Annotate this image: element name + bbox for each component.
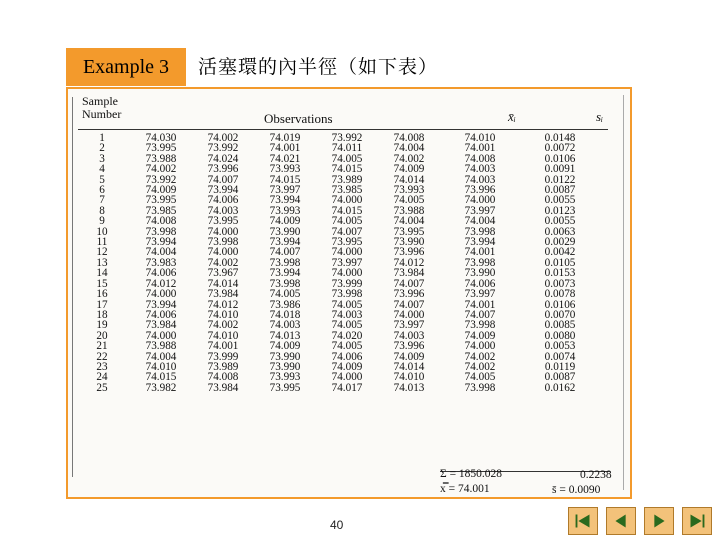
observation-4-cell: 74.006 <box>331 350 363 363</box>
observation-2-cell: 74.002 <box>207 319 239 332</box>
sample-number-cell: 25 <box>96 381 108 394</box>
header-sample-number: Sample Number <box>82 94 122 121</box>
sample-mean-cell: 74.003 <box>464 163 496 176</box>
observation-4-cell: 74.000 <box>331 194 363 207</box>
observation-2-cell: 74.024 <box>207 152 239 165</box>
sample-mean-cell: 74.009 <box>464 329 496 342</box>
observation-3-cell: 73.995 <box>269 381 301 394</box>
observation-4-cell: 73.998 <box>331 288 363 301</box>
mean-s: s̄ = 0.0090 <box>552 484 601 496</box>
observation-2-cell: 74.014 <box>207 277 239 290</box>
sample-number-cell: 14 <box>96 267 108 280</box>
observation-1-cell: 74.015 <box>145 371 177 384</box>
sample-mean-cell: 73.997 <box>464 288 496 301</box>
observation-4-cell: 73.995 <box>331 236 363 249</box>
sample-number-cell: 10 <box>96 225 108 238</box>
observation-1-cell: 74.006 <box>145 267 177 280</box>
previous-slide-button[interactable] <box>606 507 636 535</box>
observation-3-cell: 74.015 <box>269 173 301 186</box>
observation-4-cell: 74.005 <box>331 215 363 228</box>
observation-5-cell: 73.993 <box>393 184 425 197</box>
observations-table-body <box>74 133 600 393</box>
observation-1-cell: 74.006 <box>145 308 177 321</box>
observation-5-cell: 74.002 <box>393 152 425 165</box>
sample-sd-cell: 0.0029 <box>544 236 576 249</box>
observation-1-cell: 73.988 <box>145 340 177 353</box>
first-slide-button[interactable] <box>568 507 598 535</box>
observation-3-cell: 74.019 <box>269 132 301 144</box>
slide-title: 活塞環的內半徑（如下表） <box>198 56 439 78</box>
sample-sd-cell: 0.0085 <box>544 319 576 332</box>
sample-mean-cell: 73.996 <box>464 184 496 197</box>
observation-3-cell: 74.003 <box>269 319 301 332</box>
observation-1-cell: 73.994 <box>145 236 177 249</box>
sample-mean-cell: 74.005 <box>464 371 496 384</box>
sample-mean-cell: 74.001 <box>464 298 496 311</box>
sample-mean-cell: 74.008 <box>464 152 496 165</box>
sum-xbar: Σ = 1850.028 <box>440 468 503 480</box>
sample-number-cell: 6 <box>99 184 105 197</box>
header-observations: Observations <box>264 111 333 126</box>
observation-5-cell: 74.009 <box>393 163 425 176</box>
observation-2-cell: 74.008 <box>207 371 239 384</box>
sample-mean-cell: 74.000 <box>464 340 496 353</box>
table-row <box>74 289 600 299</box>
observation-4-cell: 74.017 <box>331 381 363 394</box>
observation-2-cell: 74.000 <box>207 246 239 259</box>
sample-sd-cell: 0.0078 <box>544 288 576 301</box>
sample-number-cell: 13 <box>96 256 108 269</box>
observation-5-cell: 73.997 <box>393 319 425 332</box>
sample-mean-cell: 73.998 <box>464 381 496 394</box>
observation-4-cell: 73.999 <box>331 277 363 290</box>
observation-5-cell: 74.000 <box>393 308 425 321</box>
sample-mean-cell: 74.006 <box>464 277 496 290</box>
observation-5-cell: 73.996 <box>393 288 425 301</box>
observation-4-cell: 74.015 <box>331 163 363 176</box>
observation-5-cell: 74.014 <box>393 360 425 373</box>
sample-mean-cell: 74.001 <box>464 246 496 259</box>
observation-4-cell: 74.015 <box>331 204 363 217</box>
page-number: 40 <box>330 518 344 532</box>
sample-number-cell: 17 <box>96 298 108 311</box>
first-slide-icon <box>569 508 597 534</box>
observation-1-cell: 73.998 <box>145 225 177 238</box>
observation-3-cell: 73.993 <box>269 371 301 384</box>
sample-number-cell: 9 <box>99 215 105 228</box>
observation-1-cell: 74.012 <box>145 277 177 290</box>
observation-5-cell: 74.005 <box>393 194 425 207</box>
observation-3-cell: 73.994 <box>269 267 301 280</box>
observation-5-cell: 74.004 <box>393 215 425 228</box>
last-slide-icon <box>683 508 711 534</box>
sample-sd-cell: 0.0072 <box>544 142 576 155</box>
observation-3-cell: 74.009 <box>269 215 301 228</box>
observation-3-cell: 73.986 <box>269 298 301 311</box>
sample-mean-cell: 73.994 <box>464 236 496 249</box>
observation-4-cell: 74.005 <box>331 152 363 165</box>
observation-4-cell: 74.003 <box>331 308 363 321</box>
observation-2-cell: 73.992 <box>207 142 239 155</box>
observation-3-cell: 73.994 <box>269 194 301 207</box>
observation-3-cell: 73.998 <box>269 256 301 269</box>
observation-1-cell: 74.004 <box>145 246 177 259</box>
observation-2-cell: 73.967 <box>207 267 239 280</box>
observation-1-cell: 74.002 <box>145 163 177 176</box>
sample-mean-cell: 74.003 <box>464 173 496 186</box>
observation-2-cell: 74.000 <box>207 225 239 238</box>
observation-1-cell: 73.984 <box>145 319 177 332</box>
table-row <box>74 383 600 393</box>
sample-sd-cell: 0.0063 <box>544 225 576 238</box>
observation-5-cell: 74.012 <box>393 256 425 269</box>
sum-s: 0.2238 <box>580 469 612 481</box>
sample-sd-cell: 0.0055 <box>544 215 576 228</box>
observation-3-cell: 73.997 <box>269 184 301 197</box>
sample-mean-cell: 74.007 <box>464 308 496 321</box>
observation-5-cell: 74.010 <box>393 371 425 384</box>
observation-4-cell: 74.000 <box>331 371 363 384</box>
table-row <box>74 341 600 351</box>
sample-sd-cell: 0.0106 <box>544 298 576 311</box>
observation-5-cell: 74.007 <box>393 277 425 290</box>
observation-3-cell: 74.009 <box>269 340 301 353</box>
observation-5-cell: 73.984 <box>393 267 425 280</box>
sample-sd-cell: 0.0119 <box>544 360 576 373</box>
observation-3-cell: 74.018 <box>269 308 301 321</box>
sample-mean-cell: 73.998 <box>464 225 496 238</box>
next-slide-icon <box>645 508 673 534</box>
sample-number-cell: 5 <box>99 173 105 186</box>
observation-1-cell: 74.010 <box>145 360 177 373</box>
observation-4-cell: 74.005 <box>331 319 363 332</box>
sample-sd-cell: 0.0105 <box>544 256 576 269</box>
sample-sd-cell: 0.0073 <box>544 277 576 290</box>
observation-3-cell: 73.998 <box>269 277 301 290</box>
sample-mean-cell: 74.002 <box>464 360 496 373</box>
sample-number-cell: 16 <box>96 288 108 301</box>
observation-2-cell: 74.003 <box>207 204 239 217</box>
observation-4-cell: 73.985 <box>331 184 363 197</box>
observation-2-cell: 73.994 <box>207 184 239 197</box>
observation-4-cell: 74.020 <box>331 329 363 342</box>
observation-5-cell: 73.990 <box>393 236 425 249</box>
sample-number-cell: 8 <box>99 204 105 217</box>
sample-number-cell: 15 <box>96 277 108 290</box>
observation-4-cell: 73.989 <box>331 173 363 186</box>
scan-edge-left <box>72 97 73 477</box>
observation-2-cell: 74.002 <box>207 132 239 144</box>
sample-sd-cell: 0.0087 <box>544 184 576 197</box>
observation-4-cell: 74.005 <box>331 298 363 311</box>
header-rule <box>78 129 608 130</box>
observation-2-cell: 73.998 <box>207 236 239 249</box>
sample-sd-cell: 0.0042 <box>544 246 576 259</box>
observation-2-cell: 73.999 <box>207 350 239 363</box>
observation-1-cell: 73.985 <box>145 204 177 217</box>
observation-2-cell: 74.002 <box>207 256 239 269</box>
sample-sd-cell: 0.0053 <box>544 340 576 353</box>
observation-5-cell: 74.007 <box>393 298 425 311</box>
sample-number-cell: 23 <box>96 360 108 373</box>
observation-2-cell: 73.984 <box>207 288 239 301</box>
observation-3-cell: 74.013 <box>269 329 301 342</box>
observation-1-cell: 73.988 <box>145 152 177 165</box>
example-label: Example 3 <box>66 48 186 86</box>
sample-sd-cell: 0.0162 <box>544 381 576 394</box>
observation-5-cell: 73.988 <box>393 204 425 217</box>
observation-2-cell: 73.989 <box>207 360 239 373</box>
observation-3-cell: 73.993 <box>269 163 301 176</box>
observation-2-cell: 74.010 <box>207 329 239 342</box>
sample-sd-cell: 0.0122 <box>544 173 576 186</box>
sample-mean-cell: 73.997 <box>464 204 496 217</box>
sample-number-cell: 24 <box>96 371 108 384</box>
observation-3-cell: 74.021 <box>269 152 301 165</box>
sample-number-cell: 22 <box>96 350 108 363</box>
sample-number-cell: 12 <box>96 246 108 259</box>
observation-1-cell: 74.004 <box>145 350 177 363</box>
observation-4-cell: 74.000 <box>331 246 363 259</box>
sample-number-cell: 1 <box>99 132 105 144</box>
observation-1-cell: 73.983 <box>145 256 177 269</box>
observation-5-cell: 74.004 <box>393 142 425 155</box>
grand-mean: x̿ = 74.001 <box>440 483 490 495</box>
observation-4-cell: 74.007 <box>331 225 363 238</box>
sample-mean-cell: 73.990 <box>464 267 496 280</box>
sample-sd-cell: 0.0148 <box>544 132 576 144</box>
observation-2-cell: 74.007 <box>207 173 239 186</box>
observation-5-cell: 73.995 <box>393 225 425 238</box>
sample-sd-cell: 0.0091 <box>544 163 576 176</box>
observation-1-cell: 73.982 <box>145 381 177 394</box>
sample-number-cell: 7 <box>99 194 105 207</box>
sample-number-cell: 21 <box>96 340 108 353</box>
sample-number-cell: 20 <box>96 329 108 342</box>
observation-5-cell: 73.996 <box>393 340 425 353</box>
last-slide-button[interactable] <box>682 507 712 535</box>
observation-1-cell: 74.009 <box>145 184 177 197</box>
observation-3-cell: 73.990 <box>269 225 301 238</box>
sample-sd-cell: 0.0153 <box>544 267 576 280</box>
sample-mean-cell: 74.010 <box>464 132 496 144</box>
observation-2-cell: 74.012 <box>207 298 239 311</box>
header-xbar: x̄ᵢ <box>508 109 516 124</box>
observation-2-cell: 73.996 <box>207 163 239 176</box>
observation-4-cell: 73.992 <box>331 132 363 144</box>
observation-3-cell: 73.993 <box>269 204 301 217</box>
sample-mean-cell: 74.002 <box>464 350 496 363</box>
sample-sd-cell: 0.0080 <box>544 329 576 342</box>
observation-4-cell: 74.011 <box>331 142 363 155</box>
sample-mean-cell: 73.998 <box>464 256 496 269</box>
observation-5-cell: 74.014 <box>393 173 425 186</box>
observation-1-cell: 74.030 <box>145 132 177 144</box>
observations-table <box>74 133 600 393</box>
observation-3-cell: 73.990 <box>269 360 301 373</box>
sample-number-cell: 18 <box>96 308 108 321</box>
observation-2-cell: 74.001 <box>207 340 239 353</box>
observation-2-cell: 73.984 <box>207 381 239 394</box>
observation-2-cell: 73.995 <box>207 215 239 228</box>
sample-number-cell: 4 <box>99 163 105 176</box>
sample-number-cell: 11 <box>96 236 108 249</box>
sample-mean-cell: 74.004 <box>464 215 496 228</box>
observation-5-cell: 74.003 <box>393 329 425 342</box>
sample-mean-cell: 74.000 <box>464 194 496 207</box>
observation-3-cell: 74.005 <box>269 288 301 301</box>
observation-2-cell: 74.006 <box>207 194 239 207</box>
observation-4-cell: 73.997 <box>331 256 363 269</box>
observation-5-cell: 73.996 <box>393 246 425 259</box>
sample-mean-cell: 73.998 <box>464 319 496 332</box>
scanned-table-image <box>66 87 632 499</box>
observation-2-cell: 74.010 <box>207 308 239 321</box>
sample-number-cell: 19 <box>96 319 108 332</box>
observation-1-cell: 73.995 <box>145 194 177 207</box>
sample-sd-cell: 0.0074 <box>544 350 576 363</box>
observation-4-cell: 74.005 <box>331 340 363 353</box>
observation-1-cell: 74.000 <box>145 288 177 301</box>
observation-3-cell: 73.994 <box>269 236 301 249</box>
sample-sd-cell: 0.0087 <box>544 371 576 384</box>
next-slide-button[interactable] <box>644 507 674 535</box>
observation-4-cell: 74.009 <box>331 360 363 373</box>
sample-sd-cell: 0.0106 <box>544 152 576 165</box>
observation-1-cell: 73.992 <box>145 173 177 186</box>
observation-3-cell: 74.001 <box>269 142 301 155</box>
observation-3-cell: 74.007 <box>269 246 301 259</box>
observation-5-cell: 74.008 <box>393 132 425 144</box>
sample-number-cell: 2 <box>99 142 105 155</box>
observation-1-cell: 74.000 <box>145 329 177 342</box>
previous-slide-icon <box>607 508 635 534</box>
observation-1-cell: 74.008 <box>145 215 177 228</box>
scan-edge-right <box>623 95 624 490</box>
observation-5-cell: 74.009 <box>393 350 425 363</box>
sample-mean-cell: 74.001 <box>464 142 496 155</box>
observation-1-cell: 73.995 <box>145 142 177 155</box>
sample-sd-cell: 0.0055 <box>544 194 576 207</box>
observation-4-cell: 74.000 <box>331 267 363 280</box>
observation-3-cell: 73.990 <box>269 350 301 363</box>
sample-sd-cell: 0.0070 <box>544 308 576 321</box>
sample-number-cell: 3 <box>99 152 105 165</box>
sample-sd-cell: 0.0123 <box>544 204 576 217</box>
observation-5-cell: 74.013 <box>393 381 425 394</box>
observation-1-cell: 73.994 <box>145 298 177 311</box>
header-s: sᵢ <box>596 109 604 124</box>
